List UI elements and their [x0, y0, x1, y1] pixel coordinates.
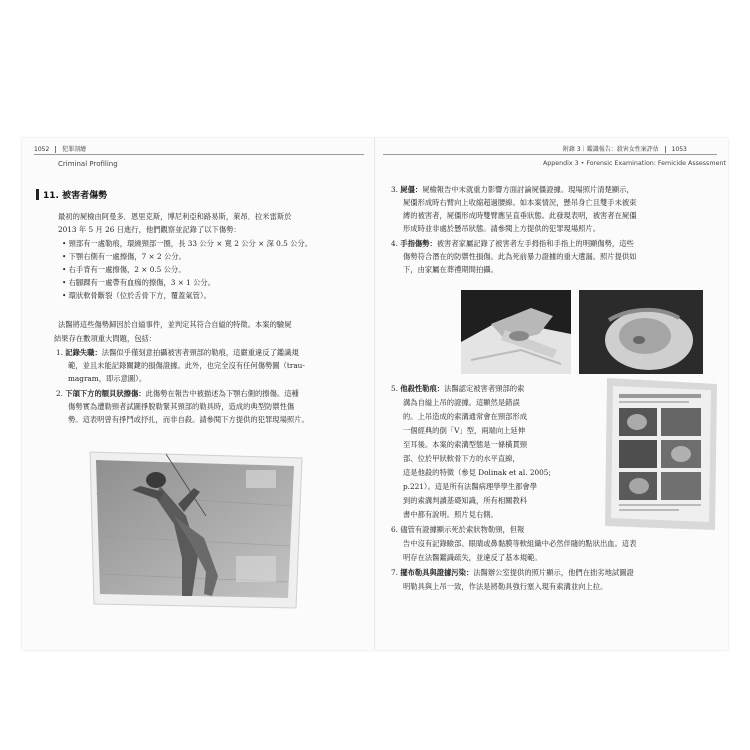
item-5-line: 部、位於甲狀軟骨下方的水平直線，: [403, 454, 520, 463]
item-6: 6. 儘管有證據顯示死於索狀物勒頸，但報: [391, 525, 525, 534]
section-title: 11. 被害者傷勢: [43, 191, 108, 201]
item-1-line: 範，並且未能記錄關鍵的損傷證據。此外，也完全沒有任何傷勢圖（trau-: [68, 361, 305, 370]
item-7-line: 明勒具與上吊一致，作法是將勒具強行塞入現有索溝並向上拉。: [403, 582, 608, 591]
item-1: 1. 記錄失職：法醫似乎僅刻意拍攝被害者頸部的勒痕，這嚴重違反了鑑識規: [56, 348, 299, 357]
item-5-line: 的。上吊造成的索溝通常會在頸部形成: [403, 412, 528, 421]
injury-item: • 右腳踝有一處帶有血痂的擦傷，3 × 1 公分。: [62, 278, 216, 287]
item-4-line: 傷勢符合潛在的防禦性損傷。此為死前暴力證據的重大遺漏。照片提供如: [403, 252, 637, 261]
item-6-line: 明存在法醫鑑識疏失，並違反了基本規範。: [403, 553, 542, 562]
item-4: 4. 手指傷勢：被害者家屬記錄了被害者左手拇指和手指上的明顯傷勢，這些: [391, 239, 634, 248]
item-7: 7. 擺布勒具與證據污染：法醫辦公室提供的照片顯示，他們在拙劣地試圖證: [391, 568, 634, 577]
item-2-line: 傷勢實為遭勒頸者試圖掙脫勒緊其頸部的勒具時，造成的典型防禦性傷: [68, 402, 295, 411]
item-3-line: 縛的被害者，屍僵形成時雙臂應呈直垂狀態。此發現表明，被害者在屍僵: [403, 211, 637, 220]
finger-injury-photo-left: [461, 290, 571, 374]
right-header-rule: [383, 154, 717, 155]
item-2-line: 勢。這表明曾有掙鬥或抒扎，而非自殺。請參閱下方提供的犯罪現場照片。: [68, 415, 309, 424]
left-page: [22, 138, 375, 650]
left-header-rule: [34, 154, 364, 155]
left-running-head: 犯罪剖繪: [62, 146, 87, 153]
right-page: [375, 138, 728, 650]
item-5-line: p.221）。這是所有法醫病理學學生都會學: [403, 482, 538, 491]
para2-line-1: 法醫將這些傷勢歸因於自縊事件，並判定其符合自縊的特徵。本案的驗屍: [58, 320, 292, 329]
item-3-line: 屍僵形成時右臂向上收縮超過腰線。如本案情況，懸吊身亡且雙手未被束: [403, 198, 637, 207]
injury-item: • 頸部有一處勒痕，環繞頸部一圈，長 33 公分 × 寬 2 公分 × 深 0.5 公分。: [62, 239, 312, 248]
right-running-head-en: Appendix 3 • Forensic Examination: Femicide Assessment: [543, 160, 726, 167]
injury-item: • 右手背有一處擦傷，2 × 0.5 公分。: [62, 265, 186, 274]
para2-line-2: 結果存在數項重大問題，包括：: [54, 334, 157, 343]
right-page-number: 1053: [671, 146, 687, 153]
book-spread: [22, 138, 728, 650]
item-5-line: 這是他殺的特徵（參見 Dolinak et al. 2005;: [403, 468, 551, 477]
item-5: 5. 他殺性勒痕：法醫認定被害者頸部的索: [391, 384, 525, 393]
intro-line-2: 2013 年 5 月 26 日進行，他們觀察並記錄了以下傷勢：: [58, 225, 241, 234]
finger-injury-photo-right: [579, 290, 703, 374]
item-3: 3. 屍僵：屍檢報告中未就重力影響方面討論屍僵證據。現場照片清楚顯示，: [391, 185, 634, 194]
left-page-number: 1052: [34, 146, 50, 153]
item-5-line: 書中都有說明。照片見右側。: [403, 510, 498, 519]
crime-scene-photo: [86, 446, 306, 614]
item-5-line: 溝為自縊上吊的證據。這顯然是錯誤: [403, 398, 520, 407]
right-page-header: [563, 144, 687, 153]
item-5-line: 一個經典的倒「V」型，兩端向上延伸: [403, 426, 526, 435]
left-running-head-en: Criminal Profiling: [58, 160, 118, 168]
right-running-head: 附錄 3｜鑑識報告：殺害女性案評估: [563, 146, 659, 153]
item-3-line: 形成時並非處於懸吊狀態。請參閱上方提供的犯罪現場照片。: [403, 224, 601, 233]
item-5-line: 至耳後。本案的索溝型態是一條橫貫頸: [403, 440, 528, 449]
injury-item: • 下顎右側有一處擦傷，7 × 2 公分。: [62, 252, 186, 261]
injury-item: • 環狀軟骨斷裂（位於舌骨下方，覆蓋氣管）。: [62, 291, 211, 300]
intro-line-1: 最初的屍檢由阿曼多．恩里克斯，博尼利亞和路易斯，萊昂．拉米雷斯於: [58, 212, 292, 221]
item-2: 2. 下頜下方的額貝狀擦傷：此傷勢在報告中被描述為下顎右側的擦傷。這種: [56, 389, 299, 398]
item-1-line: magram，即示意圖）。: [68, 374, 147, 383]
section-marker: [36, 189, 39, 200]
textbook-reference-photo: [603, 376, 721, 532]
item-6-line: 告中沒有記錄瞼部、眼睛或鼻黏膜等軟組織中必然伴隨的點狀出血。這表: [403, 539, 637, 548]
left-page-header: [34, 144, 86, 153]
item-4-line: 下，由家屬在葬禮期間拍攝。: [403, 265, 498, 274]
item-5-line: 到的索溝判讀基礎知識，所有相關教科: [403, 496, 528, 505]
